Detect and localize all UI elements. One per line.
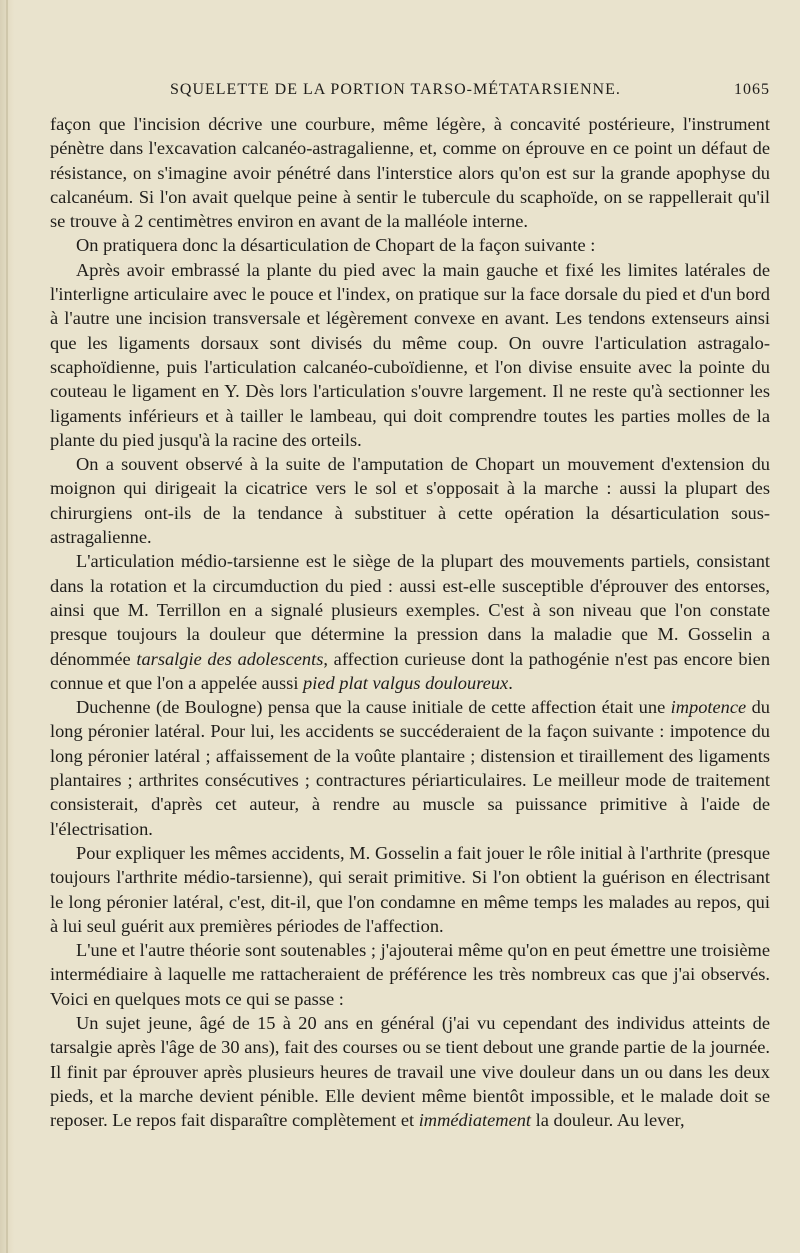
running-head [170,78,770,102]
paragraph-5-text-b: , affection curieuse dont la pathogénie n'est pas encore bien connue et que l'on a appelée aussi [50,648,771,693]
book-page [50,78,770,1132]
paragraph-6 [50,695,770,841]
paragraph-6-text-a: Duchenne (de Boulogne) pensa que la cause initiale de cette affection était une [76,697,671,718]
paragraph-5-term-tarsalgie: tarsalgie des adolescents [136,648,324,669]
paragraph-4: On a souvent observé à la suite de l'amputation de Chopart un mouvement d'extension du moignon qui dirigeait la cicatrice vers le sol et s'opposait à la marche : aussi la plupart des chirurgiens ont-ils de la tendance à substituer à cette opération la désarticulation sous-astragalienne. [50,454,770,548]
body-text [50,112,770,1132]
page-edge-line [6,0,8,1253]
paragraph-2: On pratiquera donc la désarticulation de Chopart de la façon suivante : [76,235,596,256]
paragraph-5-text-a: L'articulation médio-tarsienne est le siège de la plupart des mouvements partiels, consistant dans la rotation et la circumduction du pied : aussi est-elle susceptible d'éprouver des entorses, ainsi que M. Terrillon en a signalé plusieurs exemples. C'est à son niveau que l'on constate presque toujours la douleur que détermine la pression dans la maladie que M. Gosselin a dénommée [50,551,770,669]
page-edge [0,0,14,1253]
paragraph-8: L'une et l'autre théorie sont soutenables ; j'ajouterai même qu'on en peut émettre une troisième intermédiaire à laquelle me rattacheraient de préférence les très nombreux cas que j'ai observés. Voici en quelques mots ce qui se passe : [50,940,770,1009]
paragraph-9-text-a: Un sujet jeune, âgé de 15 à 20 ans en général (j'ai vu cependant des individus atteints de tarsalgie après l'âge de 30 ans), fait des courses ou se tient debout une grande partie de la journée. Il finit par éprouver après plusieurs heures de travail une vive douleur dans un ou dans les deux pieds, et la marche devient pénible. Elle devient même bientôt impossible, et le malade doit se reposer. Le repos fait disparaître complètement et [50,1012,770,1131]
paragraph-9 [50,1011,770,1132]
running-head-title: SQUELETTE DE LA PORTION TARSO-MÉTATARSIENNE. [170,81,621,98]
paragraph-1: façon que l'incision décrive une courbure, même légère, à concavité postérieure, l'instrument pénètre dans l'excavation calcanéo-astragalienne, et, comme on éprouve en ce point un défaut de résistance, on s'imagine avoir pénétré dans l'interstice alors qu'on est sur la grande apophyse du calcanéum. Si l'on avait quelque peine à sentir le tubercule du scaphoïde, on se rappellerait qu'il se trouve à 2 centimètres environ en avant de la malléole interne. [50,114,770,232]
paragraph-9-text-b: la douleur. Au lever, [531,1110,685,1131]
paragraph-5-text-c: . [508,672,513,693]
paragraph-3: Après avoir embrassé la plante du pied avec la main gauche et fixé les limites latérales de l'interligne articulaire avec le pouce et l'index, on pratique sur la face dorsale du pied et d'un bord à l'autre une incision transversale et légèrement convexe en avant. Les tendons extenseurs ainsi que les ligaments dorsaux sont divisés du même coup. On ouvre l'articulation astragalo-scaphoïdienne, puis l'articulation calcanéo-cuboïdienne, et l'on divise ensuite avec la pointe du couteau le ligament en Y. Dès lors l'articulation s'ouvre largement. Il ne reste qu'à sectionner les ligaments inférieurs et à tailler le lambeau, qui doit comprendre toutes les parties molles de la plante du pied jusqu'à la racine des orteils. [50,259,770,450]
page-number: 1065 [734,81,770,98]
paragraph-7: Pour expliquer les mêmes accidents, M. Gosselin a fait jouer le rôle initial à l'arthrite (presque toujours l'arthrite médio-tarsienne), qui serait primitive. Si l'on obtient la guérison en électrisant le long péronier latéral, c'est, dit-il, que l'on condamne en même temps les malades au repos, qui à lui seul guérit aux premières périodes de l'affection. [50,842,770,936]
paragraph-9-term-immediatement: immédiatement [418,1110,532,1131]
paragraph-5-term-pied-plat: pied plat valgus douloureux [303,672,509,693]
paragraph-6-term-impotence: impotence [670,697,747,718]
paragraph-5 [50,549,770,695]
paragraph-6-text-b: du long péronier latéral. Pour lui, les accidents se succéderaient de la façon suivante : impotence du long péronier latéral ; affaissement de la voûte plantaire ; distension et tiraillement des ligaments plantaires ; arthrites consécutives ; contractures périarticulaires. Le meilleur mode de traitement consisterait, d'après cet auteur, à rendre au muscle sa puissance primitive à l'aide de l'électrisation. [50,697,770,839]
